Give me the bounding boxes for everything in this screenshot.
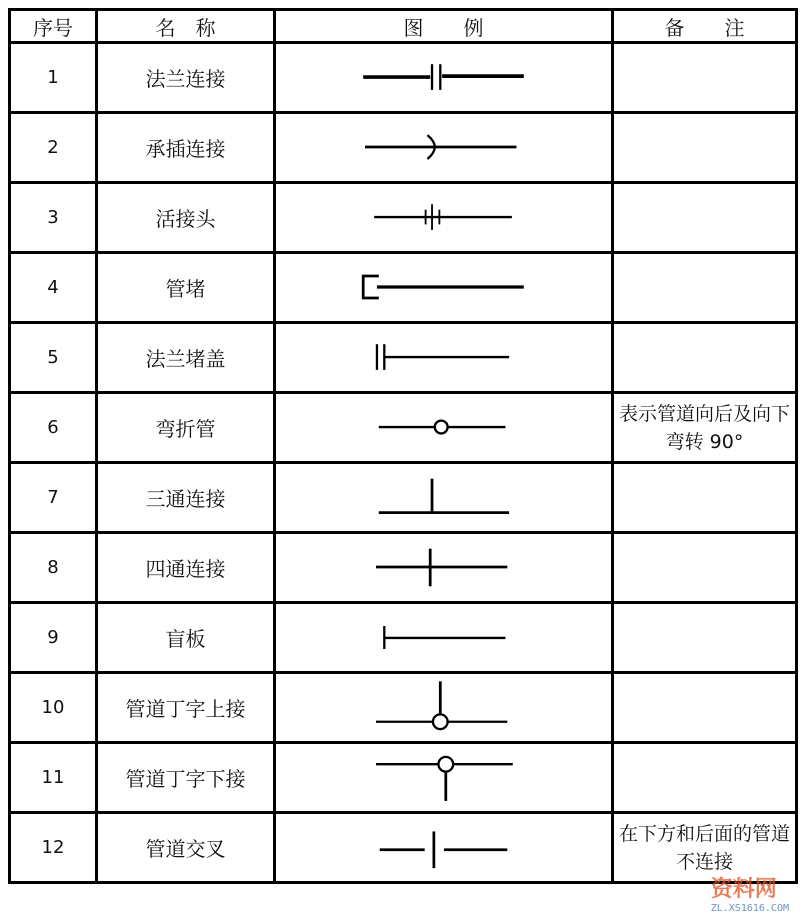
row-remark [613, 113, 797, 183]
pipe-plug-symbol-icon [276, 254, 611, 321]
union-symbol-icon [276, 184, 611, 251]
row-number: 2 [10, 113, 97, 183]
table-row [10, 463, 797, 533]
header-remark: 备 注 [613, 10, 797, 43]
row-remark [613, 323, 797, 393]
pipe-symbol-table [8, 8, 798, 884]
watermark-logo: 资料网 ZL.XS1616.COM [710, 877, 789, 914]
row-name: 盲板 [97, 603, 275, 673]
row-remark [613, 183, 797, 253]
row-number: 4 [10, 253, 97, 323]
row-number: 7 [10, 463, 97, 533]
row-remark: 表示管道向后及向下弯转 90° [613, 393, 797, 463]
row-number: 9 [10, 603, 97, 673]
row-number: 5 [10, 323, 97, 393]
row-remark [613, 463, 797, 533]
row-number: 10 [10, 673, 97, 743]
blind-plate-symbol-icon [276, 604, 611, 671]
socket-joint-symbol-icon [276, 114, 611, 181]
row-number: 6 [10, 393, 97, 463]
tee-symbol-icon [276, 464, 611, 531]
row-symbol [275, 393, 613, 463]
row-remark [613, 253, 797, 323]
table-row [10, 743, 797, 813]
row-name: 承插连接 [97, 113, 275, 183]
table-row [10, 323, 797, 393]
row-name: 法兰堵盖 [97, 323, 275, 393]
row-symbol [275, 183, 613, 253]
row-symbol [275, 323, 613, 393]
flange-cover-symbol-icon [276, 324, 611, 391]
table-row [10, 183, 797, 253]
row-symbol [275, 743, 613, 813]
table-row [10, 253, 797, 323]
table-row [10, 673, 797, 743]
row-name: 管道交叉 [97, 813, 275, 883]
row-remark: 在下方和后面的管道不连接 [613, 813, 797, 883]
table-row [10, 113, 797, 183]
row-name: 弯折管 [97, 393, 275, 463]
row-symbol [275, 463, 613, 533]
row-symbol [275, 673, 613, 743]
row-number: 1 [10, 43, 97, 113]
cross-symbol-icon [276, 534, 611, 601]
flange-joint-symbol-icon [276, 44, 611, 111]
row-name: 法兰连接 [97, 43, 275, 113]
row-symbol [275, 43, 613, 113]
header-row [10, 10, 797, 43]
row-symbol [275, 603, 613, 673]
row-symbol [275, 533, 613, 603]
row-remark [613, 673, 797, 743]
row-remark [613, 43, 797, 113]
row-number: 3 [10, 183, 97, 253]
row-name: 管道丁字上接 [97, 673, 275, 743]
row-name: 管堵 [97, 253, 275, 323]
table-row [10, 533, 797, 603]
tee-up-symbol-icon [276, 674, 611, 741]
row-number: 11 [10, 743, 97, 813]
row-name: 活接头 [97, 183, 275, 253]
row-remark [613, 533, 797, 603]
row-remark [613, 603, 797, 673]
row-symbol [275, 113, 613, 183]
row-name: 三通连接 [97, 463, 275, 533]
row-name: 管道丁字下接 [97, 743, 275, 813]
table-row [10, 603, 797, 673]
row-name: 四通连接 [97, 533, 275, 603]
table-row [10, 393, 797, 463]
row-number: 8 [10, 533, 97, 603]
crossing-symbol-icon [276, 814, 611, 881]
row-number: 12 [10, 813, 97, 883]
header-no: 序号 [10, 10, 97, 43]
table-row [10, 43, 797, 113]
table-row [10, 813, 797, 883]
tee-down-symbol-icon [276, 744, 611, 811]
bent-pipe-symbol-icon [276, 394, 611, 461]
header-legend: 图 例 [275, 10, 613, 43]
row-symbol [275, 253, 613, 323]
row-remark [613, 743, 797, 813]
header-name: 名 称 [97, 10, 275, 43]
row-symbol [275, 813, 613, 883]
